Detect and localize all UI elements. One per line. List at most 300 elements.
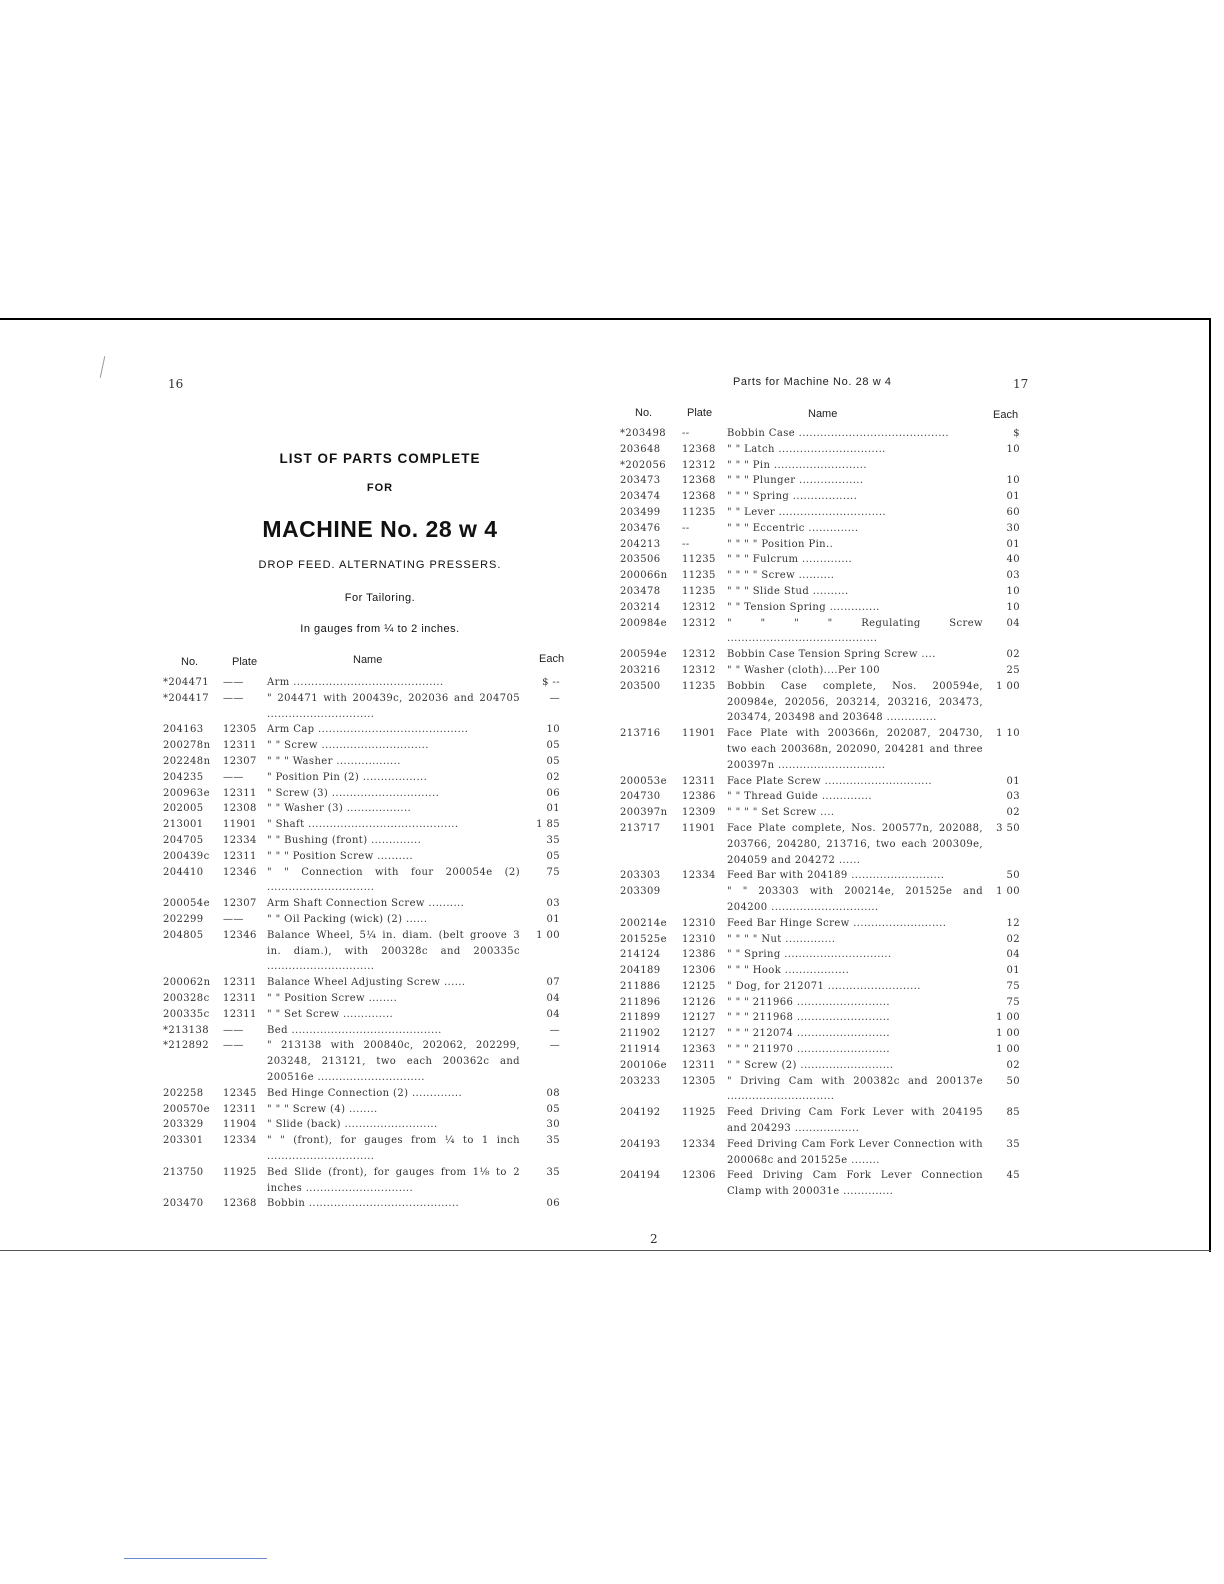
plate-number: 12308 [223,803,257,815]
part-number: 211896 [620,996,661,1008]
plate-number: 12363 [682,1044,716,1056]
part-number: 200066n [620,570,668,582]
plate-number: 12311 [682,775,716,787]
part-price: 30 [546,1119,560,1131]
table-row [620,947,1020,963]
plate-number: 12311 [223,977,257,989]
part-price: 02 [1006,1059,1020,1071]
part-number: 203648 [620,443,661,455]
part-number: 204805 [163,929,204,941]
table-row [620,616,1020,648]
margin-rule [124,1558,267,1559]
plate-number: 12312 [682,649,716,661]
part-number: 204192 [620,1107,661,1119]
table-row [163,786,560,802]
part-name: Feed Driving Cam Fork Lever with 204195 and 204293 .................. [727,1107,983,1135]
part-number: 213750 [163,1166,204,1178]
part-number: 204163 [163,724,204,736]
plate-number: 12307 [223,755,257,767]
part-price: 01 [1006,538,1020,550]
part-price: 35 [546,1135,560,1147]
table-row [163,1023,560,1039]
part-name: " " " 211966 .......................... [727,996,890,1008]
part-name: " " " 212074 .......................... [727,1028,890,1040]
plate-number: 11925 [223,1166,257,1178]
part-price: 10 [1006,475,1020,487]
plate-number: 12346 [223,866,257,878]
part-price: 01 [546,913,560,925]
plate-number: 11235 [682,554,716,566]
part-price: 30 [1006,522,1020,534]
part-price: 05 [546,850,560,862]
plate-number: —— [223,677,244,688]
part-name: " " " " Regulating Screw .......................................... [727,617,983,645]
part-name: " " Screw (2) .......................... [727,1059,894,1071]
table-row [163,801,560,817]
part-number: 204730 [620,791,661,803]
plate-number: —— [223,771,244,783]
table-row [620,489,1020,505]
part-price: 12 [1006,917,1020,929]
part-name: " " Spring .............................. [727,949,892,961]
part-price: 85 [1006,1107,1020,1119]
part-name: Face Plate complete, Nos. 200577n, 202088, 203766, 204280, 213716, two each 200309e, 204059 and 204272 ...... [727,822,983,866]
plate-number: 12334 [682,870,716,882]
part-name: " " " Fulcrum .............. [727,554,853,566]
plate-number: 12345 [223,1087,257,1099]
plate-number: 12312 [682,459,716,471]
table-row [620,916,1020,932]
part-price: 1 00 [996,1044,1020,1056]
part-price: 01 [1006,775,1020,787]
part-name: Arm .......................................... [267,677,444,688]
table-row [620,884,1020,916]
table-row [163,770,560,786]
part-price: 02 [1006,807,1020,819]
part-number: 203214 [620,601,661,613]
part-name: " " Thread Guide .............. [727,791,872,803]
plate-number: 12126 [682,996,716,1008]
plate-number: 11901 [682,822,716,834]
part-name: " " " " Nut .............. [727,933,836,945]
list-title: LIST OF PARTS COMPLETE [279,451,481,466]
part-number: 200570e [163,1103,210,1115]
part-name: " " Washer (cloth)....Per 100 [727,664,881,676]
plate-number: 11901 [223,819,257,831]
table-row [620,1042,1020,1058]
part-name: " " Position Screw ........ [267,992,398,1004]
plate-number: —— [223,1040,244,1052]
part-name: Bed .......................................... [267,1024,442,1036]
part-name: " " " Hook .................. [727,965,850,977]
part-price: 40 [1006,554,1020,566]
plate-number: -- [682,428,690,439]
part-price: 1 00 [536,929,560,941]
part-name: " " (front), for gauges from ¼ to 1 inch .............................. [267,1135,520,1162]
part-name: Feed Bar Hinge Screw .......................... [727,917,947,929]
part-price: 35 [546,834,560,846]
part-name: " " " Washer .................. [267,755,401,767]
plate-number: 12368 [223,1198,257,1210]
part-price: 02 [546,771,560,783]
right-parts-table [620,426,1020,1200]
plate-number: 12346 [223,929,257,941]
table-row [620,1058,1020,1074]
part-number: 204235 [163,771,204,783]
table-row [163,975,560,991]
left-parts-table [163,675,560,1212]
plate-number: 12368 [682,491,716,503]
part-name: " " Washer (3) .................. [267,803,412,815]
table-row [620,1105,1020,1137]
plate-number: 11235 [682,570,716,582]
part-price: 35 [546,1166,560,1178]
part-price: — [549,1040,560,1052]
part-price: 25 [1006,664,1020,676]
plate-number: —— [223,1024,244,1036]
part-name: " Screw (3) .............................. [267,787,440,799]
part-number: 204410 [163,866,204,878]
part-number: 211886 [620,980,661,992]
plate-number: 12312 [682,664,716,676]
left-page-number: 16 [168,377,184,391]
table-row [620,584,1020,600]
part-number: 202258 [163,1087,204,1099]
part-price: 75 [1006,980,1020,992]
table-row [163,675,560,691]
part-number: 213717 [620,822,661,834]
part-price: 01 [1006,965,1020,977]
part-number: *212892 [163,1040,209,1052]
part-number: 214124 [620,949,661,961]
plate-number: 12311 [223,850,257,862]
part-name: " " 203303 with 200214e, 201525e and 204200 .............................. [727,886,983,913]
part-number: 200278n [163,740,211,752]
table-row [163,865,560,897]
part-number: 213716 [620,728,661,740]
part-price: 04 [1006,617,1020,629]
table-row [163,722,560,738]
table-row [620,552,1020,568]
table-row [620,1168,1020,1200]
table-row [620,1026,1020,1042]
table-row [163,1165,560,1197]
table-row [163,833,560,849]
part-name: " Slide (back) .......................... [267,1119,438,1131]
part-price: 01 [1006,491,1020,503]
table-row [620,932,1020,948]
table-row [620,647,1020,663]
part-name: Bed Hinge Connection (2) .............. [267,1087,463,1099]
part-number: 203216 [620,664,661,676]
plate-number: 12334 [223,834,257,846]
part-name: Bobbin Case Tension Spring Screw .... [727,649,936,661]
part-price: 10 [1006,601,1020,613]
table-row [620,805,1020,821]
table-row [620,663,1020,679]
part-price: 1 85 [536,819,560,831]
part-name: Arm Shaft Connection Screw .......... [267,898,465,910]
part-price: 1 00 [996,1012,1020,1024]
part-price: 45 [1006,1170,1020,1182]
part-name: Bobbin .......................................... [267,1198,460,1210]
part-name: " " Lever .............................. [727,506,887,518]
part-number: 204189 [620,965,661,977]
left-header-no: No. [181,656,199,668]
part-price: 10 [1006,585,1020,597]
table-row [163,928,560,975]
plate-number: 11901 [682,728,716,740]
part-price: 10 [546,724,560,736]
plate-number: 12368 [682,475,716,487]
part-price: 50 [1006,870,1020,882]
part-number: 200397n [620,807,668,819]
part-price: 07 [546,977,560,989]
part-number: 202005 [163,803,204,815]
feature-subtitle: DROP FEED. ALTERNATING PRESSERS. [258,559,502,571]
page-bottom-edge [0,1250,1211,1251]
part-number: 211902 [620,1028,661,1040]
part-price: 35 [1006,1138,1020,1150]
left-header-each: Each [539,653,565,665]
table-row [620,789,1020,805]
part-name: " " " 211970 .......................... [727,1044,890,1056]
part-price: 02 [1006,933,1020,945]
part-name: " " " Plunger .................. [727,475,864,487]
plate-number: 12386 [682,791,716,803]
part-name: " " " Position Screw .......... [267,850,413,862]
part-price: 75 [546,866,560,878]
part-number: 203301 [163,1135,204,1147]
part-number: 203506 [620,554,661,566]
part-price: 03 [1006,791,1020,803]
part-price: 04 [1006,949,1020,961]
table-row [163,1196,560,1212]
part-number: 203499 [620,506,661,518]
part-number: 200062n [163,977,211,989]
part-number: 203470 [163,1198,204,1210]
part-number: *204417 [163,692,209,704]
plate-number: 12312 [682,601,716,613]
part-number: *203498 [620,428,666,439]
part-number: 213001 [163,819,204,831]
table-row [620,868,1020,884]
part-name: " " " Spring .................. [727,491,858,503]
part-number: 200439c [163,850,210,862]
left-header-name: Name [353,654,383,666]
part-name: " 204471 with 200439c, 202036 and 204705 .............................. [267,692,520,720]
part-price: 04 [546,1008,560,1020]
plate-number: 12386 [682,949,716,961]
part-price: 06 [546,1198,560,1210]
part-name: Face Plate Screw .............................. [727,775,932,787]
table-row [620,426,1020,442]
part-number: *202056 [620,459,666,471]
table-row [163,1007,560,1023]
part-name: " Dog, for 212071 .......................... [727,980,921,992]
part-price: 10 [1006,443,1020,455]
plate-number: 12368 [682,443,716,455]
table-row [620,600,1020,616]
part-name: " " " " Screw .......... [727,570,835,582]
table-row [620,726,1020,773]
part-price: 1 00 [996,680,1020,692]
part-name: " " " Eccentric .............. [727,522,859,534]
part-price: 50 [1006,1075,1020,1087]
table-row [163,1038,560,1085]
part-price: 1 10 [996,728,1020,740]
table-row [620,821,1020,868]
part-name: " " " Pin .......................... [727,459,867,471]
part-number: 204705 [163,834,204,846]
part-number: 200963e [163,787,210,799]
table-row [620,995,1020,1011]
plate-number: 12311 [682,1059,716,1071]
part-number: 200054e [163,898,210,910]
part-name: " Position Pin (2) .................. [267,771,428,783]
part-price: 02 [1006,649,1020,661]
part-price: 01 [546,803,560,815]
part-price: 75 [1006,996,1020,1008]
part-name: Bobbin Case .......................................... [727,428,949,439]
table-row [620,568,1020,584]
part-price: 1 00 [996,886,1020,898]
table-row [163,691,560,723]
part-number: 203309 [620,886,661,898]
right-header-plate: Plate [687,407,713,419]
part-number: 211899 [620,1012,661,1024]
table-row [163,738,560,754]
machine-heading: MACHINE No. 28 w 4 [262,516,498,542]
part-name: Bobbin Case complete, Nos. 200594e, 200984e, 202056, 203214, 203216, 203473, 203474, 203498 and 203648 .............. [727,680,983,724]
plate-number: 12312 [682,617,716,629]
plate-number: 12310 [682,933,716,945]
part-name: " " " 211968 .......................... [727,1012,890,1024]
plate-number: 12307 [223,898,257,910]
part-number: 203476 [620,522,661,534]
part-number: 202248n [163,755,211,767]
part-name: " " " Slide Stud .......... [727,585,849,597]
table-row [163,849,560,865]
part-name: " " " " Set Screw .... [727,807,835,819]
plate-number: 12334 [223,1135,257,1147]
plate-number: 12311 [223,787,257,799]
part-name: Feed Bar with 204189 .......................... [727,870,945,882]
part-price: 05 [546,740,560,752]
part-price: 08 [546,1087,560,1099]
part-name: Face Plate with 200366n, 202087, 204730, two each 200368n, 202090, 204281 and three 200397n .............................. [727,728,983,771]
part-number: 203473 [620,475,661,487]
part-number: 204193 [620,1138,661,1150]
plate-number: 12311 [223,1008,257,1020]
plate-number: 11904 [223,1119,257,1131]
table-row [163,1102,560,1118]
part-name: " " Latch .............................. [727,443,886,455]
right-page-number: 17 [1013,377,1029,391]
plate-number: 12311 [223,992,257,1004]
plate-number: 11235 [682,506,716,518]
part-number: 211914 [620,1044,661,1056]
part-number: 200335c [163,1008,210,1020]
part-price: 1 00 [996,1028,1020,1040]
table-row [620,473,1020,489]
table-row [163,754,560,770]
part-number: 203478 [620,585,661,597]
plate-number: -- [682,522,690,534]
part-number: 200328c [163,992,210,1004]
part-name: Bed Slide (front), for gauges from 1⅛ to 2 inches .............................. [267,1166,520,1194]
table-row [163,991,560,1007]
table-row [163,1117,560,1133]
part-name: " " Connection with four 200054e (2) .............................. [267,866,520,894]
part-number: 204213 [620,538,661,550]
plate-number: 11925 [682,1107,716,1119]
part-name: " " Screw .............................. [267,740,429,752]
left-header-plate: Plate [232,656,258,668]
part-name: Feed Driving Cam Fork Lever Connection Clamp with 200031e .............. [727,1170,983,1198]
plate-number: —— [223,913,244,925]
plate-number: 12305 [682,1075,716,1087]
plate-number: 12127 [682,1028,716,1040]
part-number: 203303 [620,870,661,882]
part-name: Balance Wheel Adjusting Screw ...... [267,977,466,989]
plate-number: 12305 [223,724,257,736]
plate-number: -- [682,538,690,550]
part-name: " " Set Screw .............. [267,1008,394,1020]
part-number: 203474 [620,491,661,503]
part-price: 3 50 [996,822,1020,834]
table-row [620,505,1020,521]
table-row [163,1086,560,1102]
table-row [163,896,560,912]
part-name: Arm Cap .......................................... [267,724,469,736]
part-number: 200053e [620,775,667,787]
part-number: *204471 [163,677,209,688]
right-header-no: No. [635,407,653,419]
table-row [620,774,1020,790]
running-head: Parts for Machine No. 28 w 4 [733,376,892,388]
part-price: 03 [546,898,560,910]
part-name: " " Oil Packing (wick) (2) ...... [267,913,428,925]
part-number: 203233 [620,1075,661,1087]
part-price: — [549,1024,560,1036]
table-row [620,537,1020,553]
plate-number: 12334 [682,1138,716,1150]
plate-number: 12306 [682,965,716,977]
gauges-line: In gauges from ¼ to 2 inches. [300,623,460,635]
signature-mark: 2 [650,1232,658,1246]
table-row [620,963,1020,979]
part-price: 06 [546,787,560,799]
part-name: Feed Driving Cam Fork Lever Connection with 200068c and 201525e ........ [727,1138,983,1166]
plate-number: 12310 [682,917,716,929]
part-name: " " " Screw (4) ........ [267,1103,378,1115]
part-name: " " Bushing (front) .............. [267,834,422,846]
plate-number: 12309 [682,807,716,819]
part-number: 201525e [620,933,667,945]
part-number: 200214e [620,917,667,929]
part-number: 203500 [620,680,661,692]
plate-number: 12306 [682,1170,716,1182]
part-price: 05 [546,1103,560,1115]
part-price: $ [1013,428,1020,439]
plate-number: 11235 [682,680,716,692]
table-row [620,979,1020,995]
plate-number: —— [223,692,244,704]
part-number: 200984e [620,617,667,629]
right-header-name: Name [808,408,838,420]
table-row [620,458,1020,474]
